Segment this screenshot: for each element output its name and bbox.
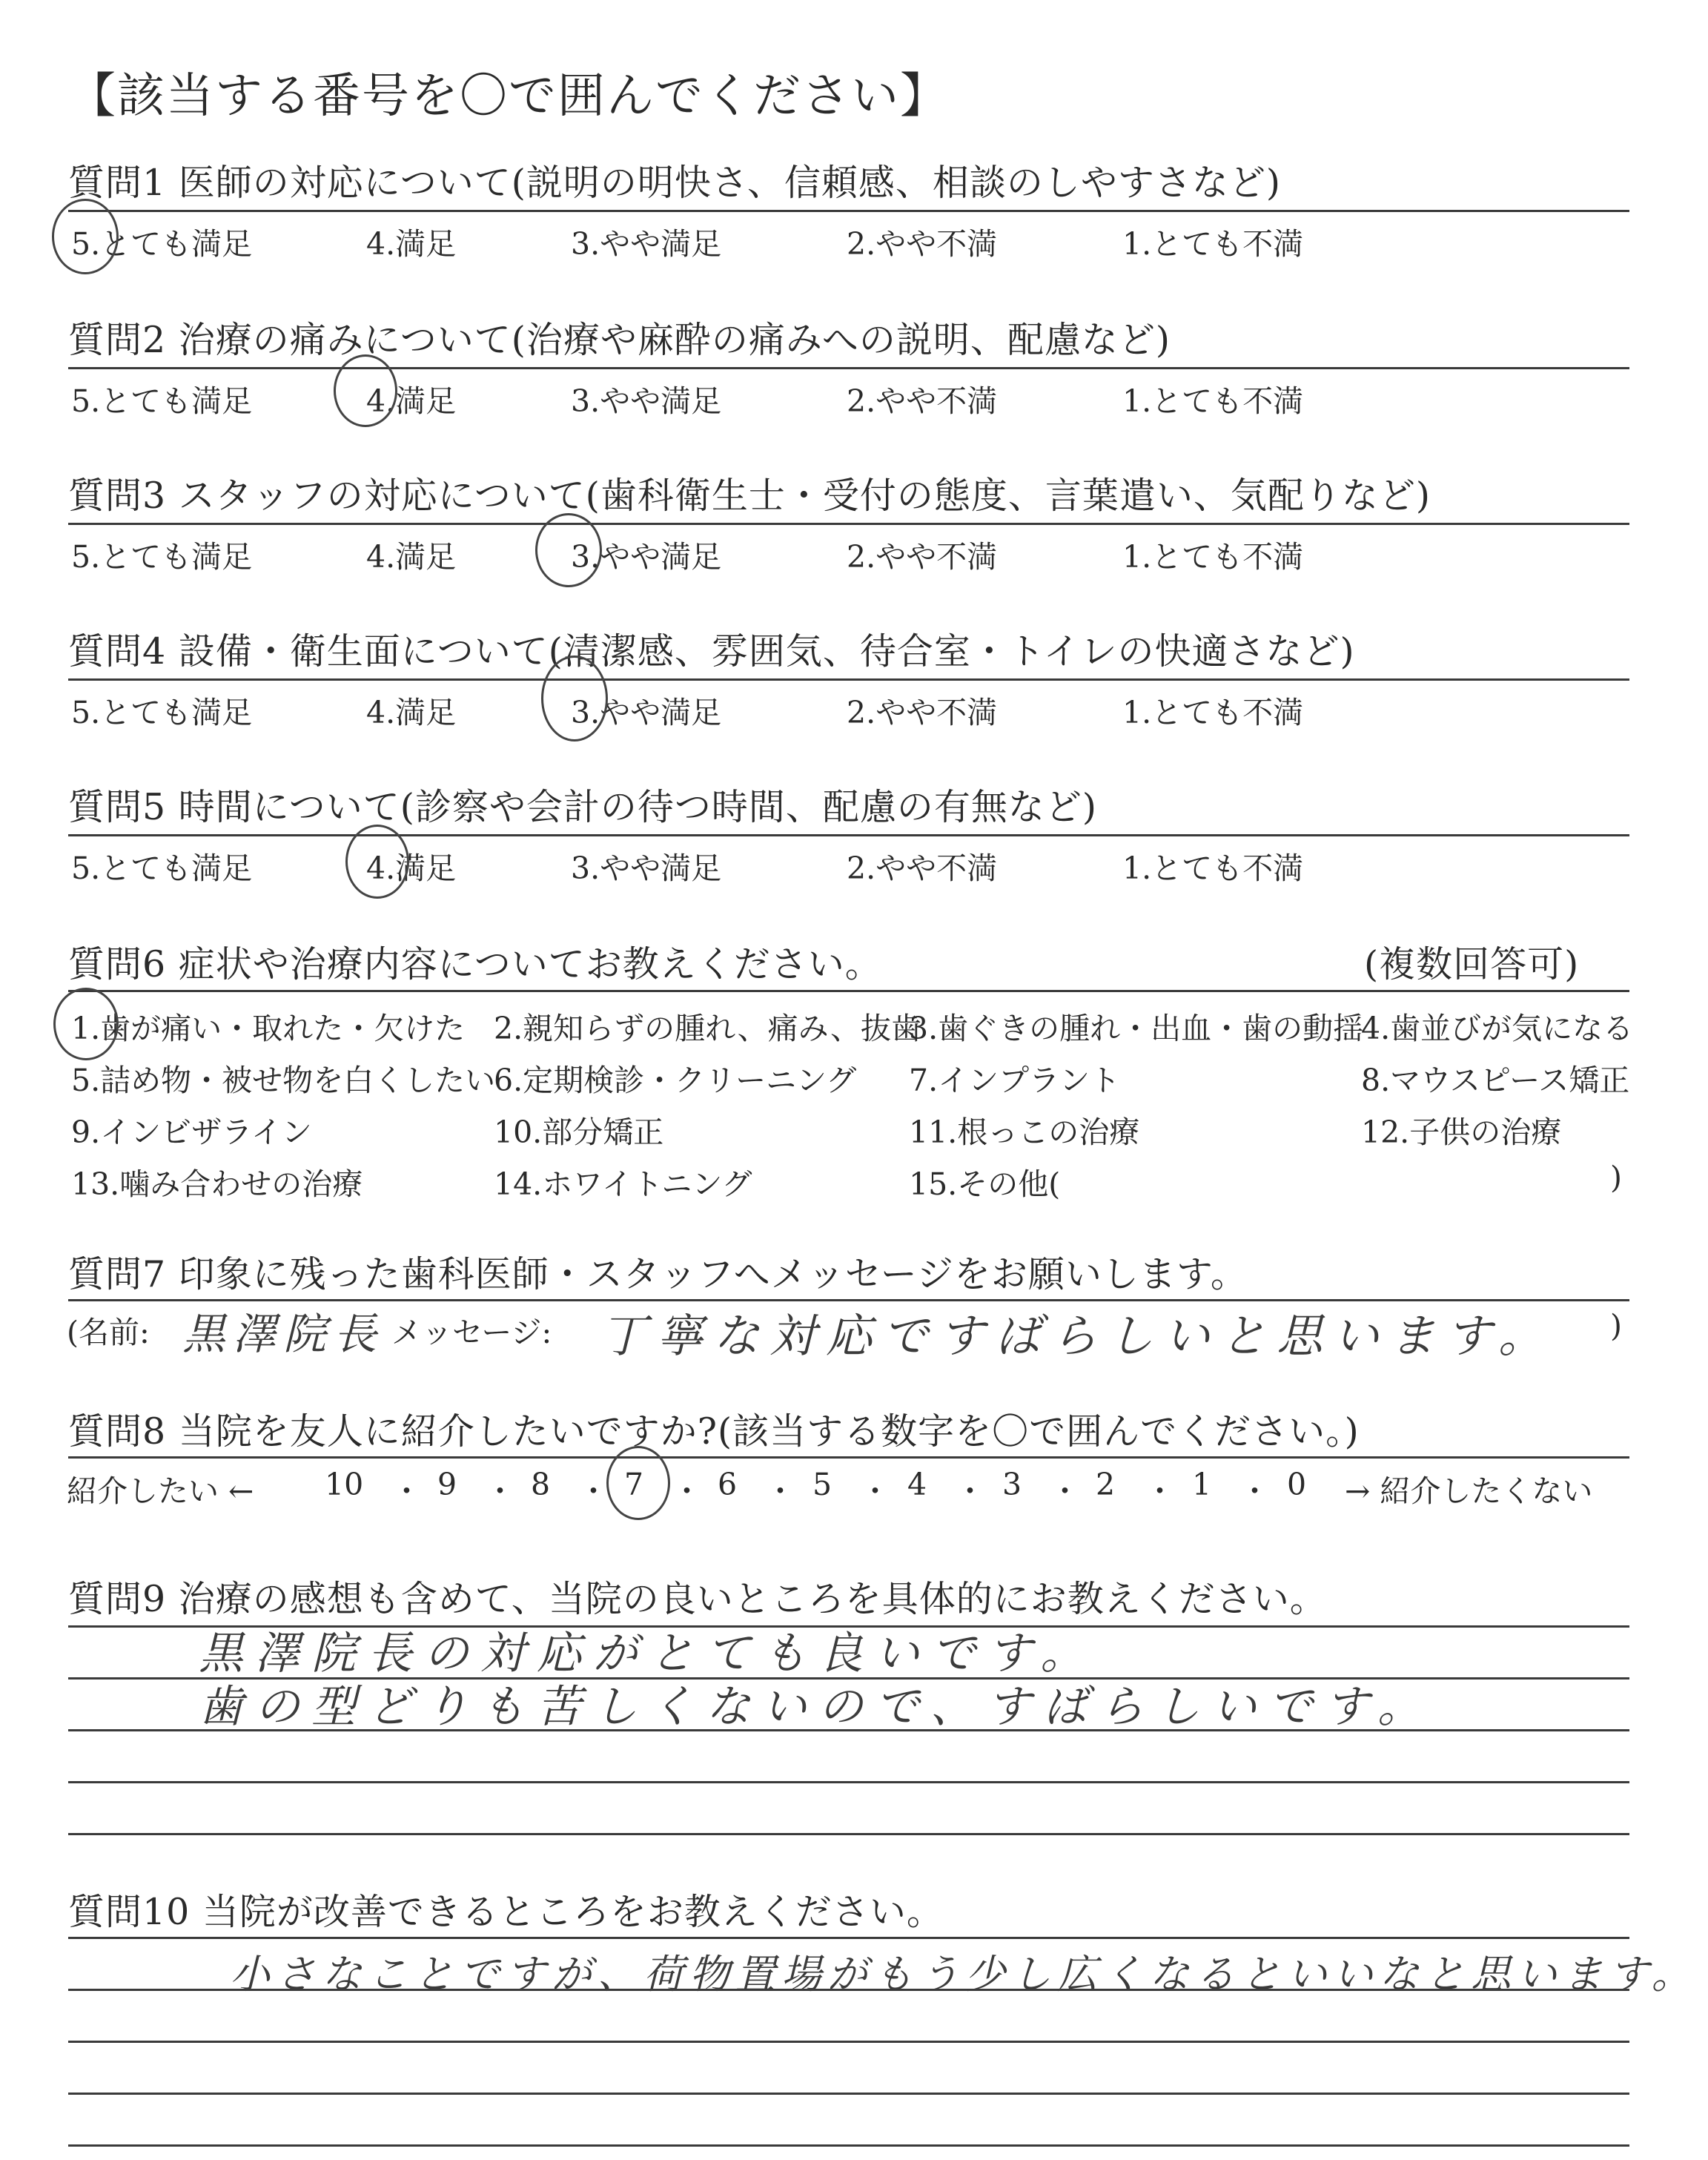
q6-option-9[interactable]: 9.インビザライン [71, 1114, 312, 1150]
q5-option-5[interactable]: 5.とても満足 [71, 851, 253, 886]
q1-option-2[interactable]: 2.やや不満 [847, 226, 998, 262]
q3-option-4[interactable]: 4.満足 [366, 539, 457, 575]
q10-line-3 [68, 2041, 1629, 2043]
q5-option-3[interactable]: 3.やや満足 [571, 851, 722, 886]
q8-rule [68, 1456, 1629, 1459]
q1-option-4[interactable]: 4.満足 [366, 226, 457, 262]
q9-answer-line-1[interactable]: 黒澤院長の対応がとても良いです。 [199, 1628, 1097, 1680]
q8-title: 質問8 当院を友人に紹介したいですか?(該当する数字を〇で囲んでください。) [68, 1410, 1360, 1453]
q4-option-2[interactable]: 2.やや不満 [847, 695, 998, 730]
q6-option-15[interactable]: 15.その他( [909, 1166, 1061, 1202]
q8-separator: ・ [1239, 1473, 1270, 1509]
q6-option-13[interactable]: 13.噛み合わせの治療 [71, 1166, 363, 1202]
q4-selection-circle [541, 655, 608, 742]
q1-option-3[interactable]: 3.やや満足 [571, 226, 722, 262]
q5-title: 質問5 時間について(診察や会計の待つ時間、配慮の有無など) [68, 786, 1098, 828]
q3-option-2[interactable]: 2.やや不満 [847, 539, 998, 575]
q1-rule [68, 210, 1629, 212]
q6-option-6[interactable]: 6.定期検診・クリーニング [494, 1063, 857, 1098]
q3-option-3[interactable]: 3.やや満足 [571, 539, 722, 575]
q7-message-handwritten[interactable]: 丁寧な対応ですばらしいと思います。 [600, 1309, 1555, 1363]
q7-name-label: (名前: [67, 1315, 150, 1350]
q6-option-1[interactable]: 1.歯が痛い・取れた・欠けた [71, 1011, 466, 1046]
q4-rule [68, 678, 1629, 681]
q8-separator: ・ [765, 1473, 795, 1509]
q8-selection-circle [606, 1446, 670, 1520]
q8-scale-0[interactable]: 0 [1287, 1467, 1307, 1502]
q8-scale-4[interactable]: 4 [907, 1467, 927, 1502]
q4-option-3[interactable]: 3.やや満足 [571, 695, 722, 730]
q2-rule [68, 367, 1629, 369]
q6-option-11[interactable]: 11.根っこの治療 [909, 1114, 1140, 1150]
q9-line-4 [68, 1781, 1629, 1783]
q8-separator: ・ [1145, 1473, 1175, 1509]
q7-close-paren: ) [1610, 1308, 1622, 1344]
q6-option-7[interactable]: 7.インプラント [909, 1063, 1121, 1098]
q4-option-4[interactable]: 4.満足 [366, 695, 457, 730]
q7-title: 質問7 印象に残った歯科医師・スタッフへメッセージをお願いします。 [68, 1253, 1248, 1295]
q7-name-handwritten[interactable]: 黒澤院長 [182, 1309, 385, 1359]
q8-scale-1[interactable]: 1 [1192, 1467, 1212, 1502]
q6-option-2[interactable]: 2.親知らずの腫れ、痛み、抜歯 [494, 1011, 922, 1046]
q10-line-1 [68, 1937, 1629, 1939]
q10-line-4 [68, 2093, 1629, 2095]
q8-scale-10[interactable]: 10 [325, 1467, 364, 1502]
q5-selection-circle [345, 825, 409, 899]
q8-scale-5[interactable]: 5 [812, 1467, 833, 1502]
q8-separator: ・ [1050, 1473, 1080, 1509]
q3-option-5[interactable]: 5.とても満足 [71, 539, 253, 575]
q10-answer-line-1[interactable]: 小さなことですが、荷物置場がもう少し広くなるといいなと思います。 [230, 1951, 1698, 1998]
q1-option-5[interactable]: 5.とても満足 [71, 226, 253, 262]
q8-scale-9[interactable]: 9 [437, 1467, 457, 1502]
q3-option-1[interactable]: 1.とても不満 [1122, 539, 1304, 575]
q8-scale-3[interactable]: 3 [1002, 1467, 1022, 1502]
q8-separator: ・ [391, 1473, 422, 1509]
q5-rule [68, 834, 1629, 836]
q8-separator: ・ [672, 1473, 702, 1509]
q9-line-5 [68, 1833, 1629, 1835]
q4-title: 質問4 設備・衛生面について(清潔感、雰囲気、待合室・トイレの快適さなど) [68, 630, 1355, 673]
q8-scale-7[interactable]: 7 [624, 1467, 644, 1502]
q6-multiple-note: (複数回答可) [1364, 943, 1580, 985]
q6-option-8[interactable]: 8.マウスピース矯正 [1361, 1063, 1630, 1098]
q1-selection-circle [52, 199, 119, 274]
q2-option-3[interactable]: 3.やや満足 [571, 383, 722, 419]
q5-option-2[interactable]: 2.やや不満 [847, 851, 998, 886]
q8-separator: ・ [485, 1473, 515, 1509]
q10-title: 質問10 当院が改善できるところをお教えください。 [68, 1891, 944, 1933]
q6-other-close-paren: ) [1610, 1160, 1622, 1195]
q1-title: 質問1 医師の対応について(説明の明快さ、信頼感、相談のしやすさなど) [68, 162, 1282, 204]
q2-selection-circle [334, 354, 397, 427]
q4-option-1[interactable]: 1.とても不満 [1122, 695, 1304, 730]
q6-rule [68, 990, 1629, 992]
q1-option-1[interactable]: 1.とても不満 [1122, 226, 1304, 262]
q6-option-4[interactable]: 4.歯並びが気になる [1361, 1011, 1634, 1046]
q6-option-14[interactable]: 14.ホワイトニング [494, 1166, 752, 1202]
q6-option-12[interactable]: 12.子供の治療 [1361, 1114, 1562, 1150]
q2-option-1[interactable]: 1.とても不満 [1122, 383, 1304, 419]
survey-header: 【該当する番号を〇で囲んでください】 [68, 69, 949, 124]
q6-option-5[interactable]: 5.詰め物・被せ物を白くしたい [71, 1063, 496, 1098]
q10-line-5 [68, 2144, 1629, 2147]
q4-option-5[interactable]: 5.とても満足 [71, 695, 253, 730]
q6-title: 質問6 症状や治療内容についてお教えください。 [68, 943, 882, 985]
q8-scale-2[interactable]: 2 [1096, 1467, 1116, 1502]
q8-separator: ・ [578, 1473, 609, 1509]
q3-title: 質問3 スタッフの対応について(歯科衛生士・受付の態度、言葉遣い、気配りなど) [68, 475, 1431, 517]
q8-left-label: 紹介したい ← [67, 1473, 254, 1509]
q5-option-4[interactable]: 4.満足 [366, 851, 457, 886]
q6-option-3[interactable]: 3.歯ぐきの腫れ・出血・歯の動揺 [909, 1011, 1364, 1046]
q6-selection-circle [53, 988, 119, 1060]
q2-option-2[interactable]: 2.やや不満 [847, 383, 998, 419]
q8-scale-8[interactable]: 8 [531, 1467, 551, 1502]
q9-answer-line-2[interactable]: 歯の型どりも苦しくないので、すばらしいです。 [199, 1681, 1434, 1733]
q3-rule [68, 523, 1629, 525]
q8-separator: ・ [860, 1473, 890, 1509]
q2-title: 質問2 治療の痛みについて(治療や麻酔の痛みへの説明、配慮など) [68, 319, 1171, 361]
q8-scale-6[interactable]: 6 [718, 1467, 738, 1502]
q6-option-10[interactable]: 10.部分矯正 [494, 1114, 664, 1150]
q7-message-label: メッセージ: [391, 1315, 552, 1350]
q3-selection-circle [535, 513, 602, 587]
q2-option-5[interactable]: 5.とても満足 [71, 383, 253, 419]
q8-right-label: → 紹介したくない [1345, 1473, 1593, 1509]
q2-option-4[interactable]: 4.満足 [366, 383, 457, 419]
q9-title: 質問9 治療の感想も含めて、当院の良いところを具体的にお教えください。 [68, 1578, 1327, 1620]
q8-separator: ・ [955, 1473, 985, 1509]
q5-option-1[interactable]: 1.とても不満 [1122, 851, 1304, 886]
